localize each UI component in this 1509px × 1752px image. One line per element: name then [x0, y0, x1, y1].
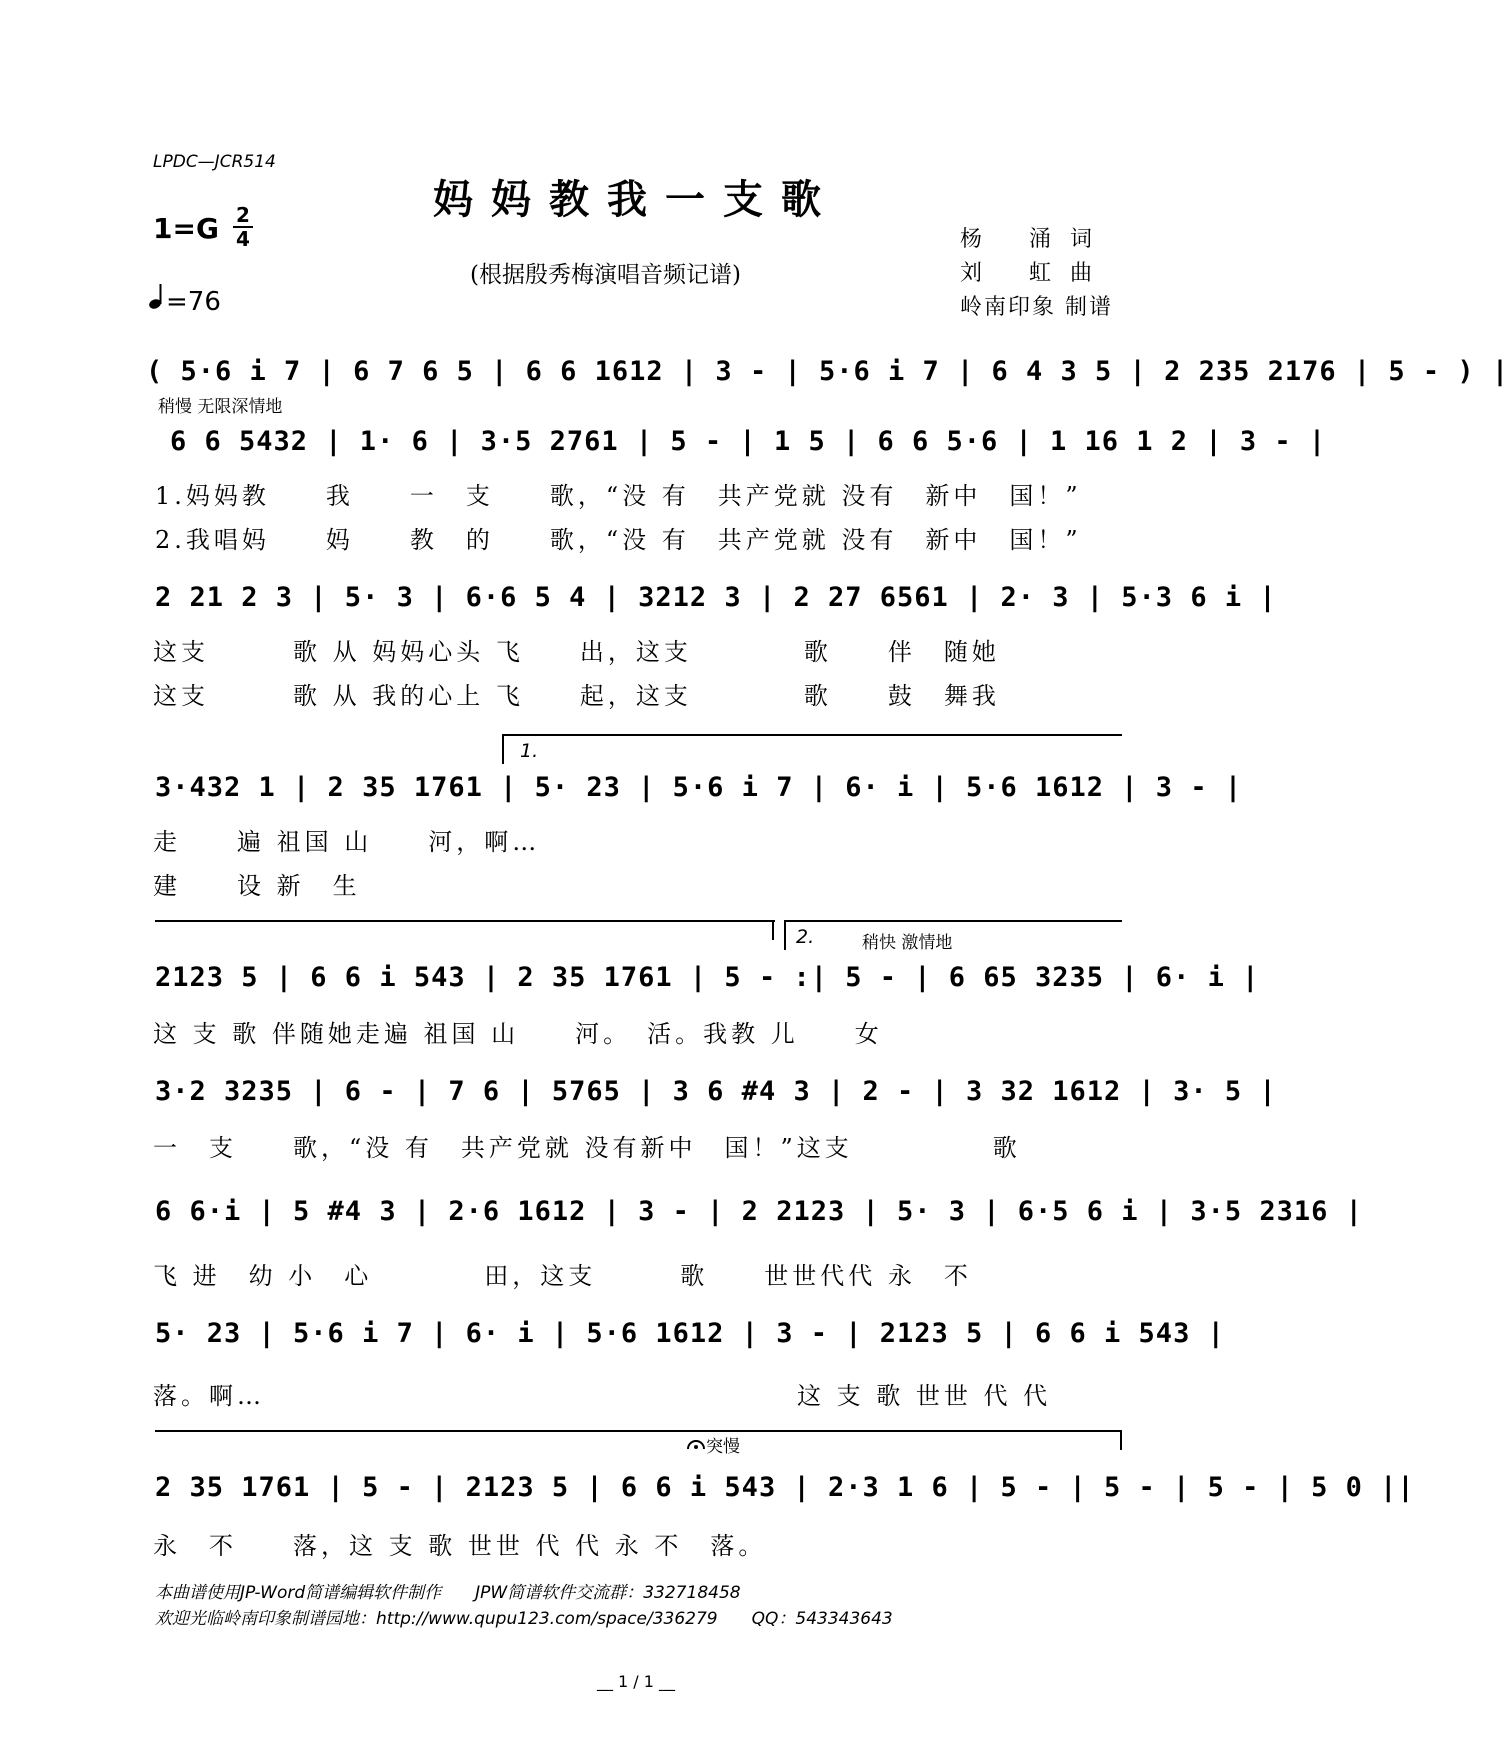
quarter-note-icon	[148, 282, 166, 310]
volta-1-label: 1.	[520, 740, 539, 762]
tempo-value: =76	[166, 287, 221, 317]
phrase-bracket-end	[1120, 1430, 1122, 1450]
volta-2-label: 2.	[796, 926, 815, 948]
tempo-marking	[148, 282, 221, 317]
score-code: LPDC—JCR514	[153, 152, 276, 172]
notation-line-4: 3·432 1 | 2 35 1761 | 5· 23 | 5·6 i 7 | 6· i | 5·6 1612 | 3 - |	[155, 772, 1243, 803]
notation-line-7: 6 6·i | 5 #4 3 | 2·6 1612 | 3 - | 2 2123 | 5· 3 | 6·5 6 i | 3·5 2316 |	[155, 1196, 1363, 1227]
phrase-bracket	[155, 1430, 1122, 1432]
footer-software-note: 本曲谱使用JP-Word简谱编辑软件制作 JPW简谱软件交流群：332718458	[155, 1583, 741, 1603]
expression-marking-2: 稍快 激情地	[862, 933, 953, 953]
volta-1-end	[772, 920, 774, 940]
lyric-verse1-line-4: 走 遍 祖国 山 河，啊…	[153, 828, 541, 856]
time-signature	[232, 204, 254, 250]
notation-line-2: 6 6 5432 | 1· 6 | 3·5 2761 | 5 - | 1 5 | 6 6 5·6 | 1 16 1 2 | 3 - |	[170, 426, 1327, 457]
volta-1-continuation	[155, 920, 775, 922]
lyric-verse2-line-2: 2.我唱妈 妈 教 的 歌，“没 有 共产党就 没有 新中 国！”	[155, 526, 1082, 554]
lyric-verse1-line-2: 1.妈妈教 我 一 支 歌，“没 有 共产党就 没有 新中 国！”	[155, 482, 1082, 510]
expression-marking-3: 突慢	[706, 1437, 740, 1457]
fermata-icon	[686, 1438, 706, 1450]
volta-1-bracket-edge	[502, 734, 504, 764]
page-number: __ 1 / 1 __	[596, 1672, 676, 1691]
lyric-verse2-line-3: 这支 歌 从 我的心上 飞 起，这支 歌 鼓 舞我	[153, 682, 1000, 710]
lyricist-credit: 杨 涌 词	[960, 227, 1098, 252]
lyric-verse1-line-7: 飞 进 幼 小 心 田，这支 歌 世世代代 永 不	[153, 1262, 972, 1290]
notation-line-1: ( 5·6 i 7 | 6 7 6 5 | 6 6 1612 | 3 - | 5·6 i 7 | 6 4 3 5 | 2 235 2176 | 5 - ) |	[146, 356, 1509, 387]
notation-line-8: 5· 23 | 5·6 i 7 | 6· i | 5·6 1612 | 3 - | 2123 5 | 6 6 i 543 |	[155, 1318, 1225, 1349]
lyric-verse2-line-4: 建 设 新 生	[153, 872, 361, 900]
lyric-verse1-line-8: 落。啊… 这 支 歌 世世 代 代	[153, 1382, 1052, 1410]
notation-line-5: 2123 5 | 6 6 i 543 | 2 35 1761 | 5 - :| 5 - | 6 65 3235 | 6· i |	[155, 962, 1260, 993]
composer-credit: 刘 虹 曲	[960, 261, 1098, 286]
song-title: 妈妈教我一支歌	[433, 176, 839, 223]
arranger-credit: 岭南印象 制谱	[960, 295, 1113, 320]
notation-line-9: 2 35 1761 | 5 - | 2123 5 | 6 6 i 543 | 2·3 1 6 | 5 - | 5 - | 5 - | 5 0 ||	[155, 1472, 1415, 1503]
lyric-verse1-line-3: 这支 歌 从 妈妈心头 飞 出，这支 歌 伴 随她	[153, 638, 1000, 666]
key-signature: 1=G	[153, 212, 219, 245]
notation-line-6: 3·2 3235 | 6 - | 7 6 | 5765 | 3 6 #4 3 | 2 - | 3 32 1612 | 3· 5 |	[155, 1076, 1277, 1107]
time-signature-top: 2	[236, 203, 250, 227]
volta-1-bracket	[502, 734, 1122, 736]
volta-2-bracket	[784, 920, 1122, 922]
expression-marking-1: 稍慢 无限深情地	[158, 397, 283, 417]
lyric-verse1-line-5: 这 支 歌 伴随她走遍 祖国 山 河。 活。我教 儿 女	[153, 1020, 883, 1048]
volta-2-bracket-edge	[784, 920, 786, 950]
footer-website-note: 欢迎光临岭南印象制谱园地：http://www.qupu123.com/space/336279 QQ：543343643	[155, 1609, 893, 1629]
song-subtitle: (根据殷秀梅演唱音频记谱)	[470, 262, 741, 288]
lyric-verse1-line-9: 永 不 落，这 支 歌 世世 代 代 永 不 落。	[153, 1532, 767, 1560]
notation-line-3: 2 21 2 3 | 5· 3 | 6·6 5 4 | 3212 3 | 2 27 6561 | 2· 3 | 5·3 6 i |	[155, 582, 1277, 613]
lyric-verse1-line-6: 一 支 歌，“没 有 共产党就 没有新中 国！”这支 歌	[153, 1134, 1021, 1162]
time-signature-bottom: 4	[236, 227, 250, 251]
